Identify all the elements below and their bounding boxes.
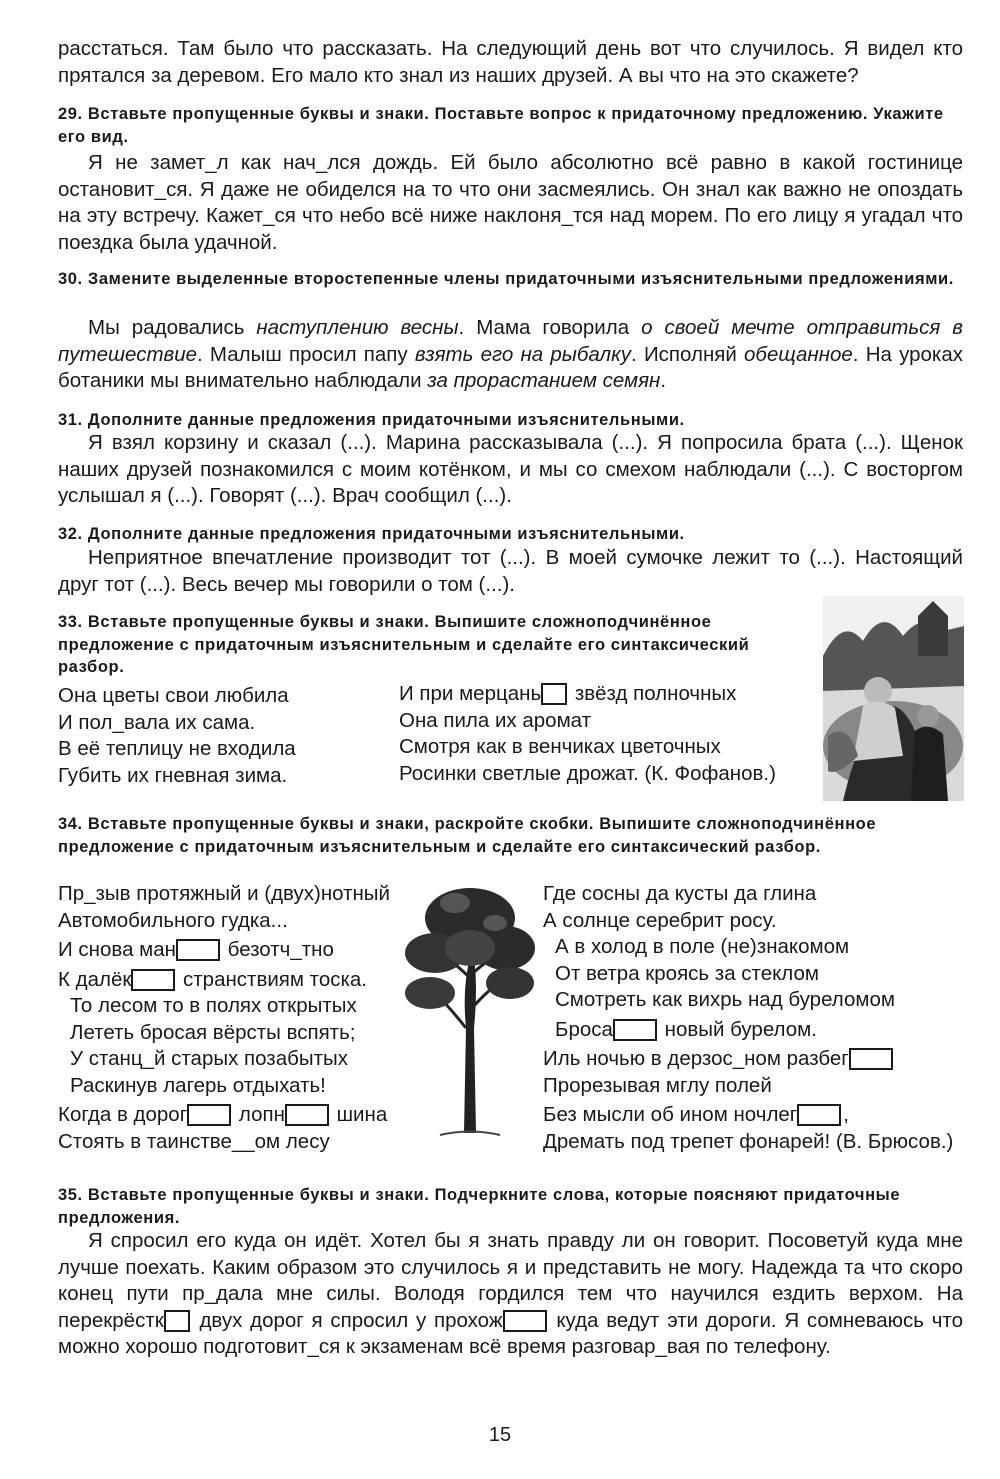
poem-line: От ветра кроясь за стеклом <box>555 961 819 985</box>
ex30-part: . Мама говорила <box>458 316 642 339</box>
exercise-29-body: Я не замет_л как нач_лся дождь. Ей было абсолютно всё равно в какой гостинице остановит_ся. Я даже не обиделся на то что они засмеялись. Он знал как важно не опоздать на эту встречу. Кажет_ся что небо всё ниже наклоня_тся над морем. По его лицу я угадал что поездка была удачной. <box>58 151 963 254</box>
answer-box[interactable] <box>176 939 220 961</box>
exercise-33-poem-right <box>399 681 776 787</box>
poem-line: Она цветы свои любила <box>58 684 289 707</box>
ex30-highlight: о своей мечте отправиться в путешествие <box>58 316 963 366</box>
pine-tree-illustration <box>400 878 540 1140</box>
answer-box[interactable] <box>131 969 175 991</box>
exercise-29-title: 29. Вставьте пропущенные буквы и знаки. Поставьте вопрос к придаточному предложению. Укажите его вид. <box>58 105 944 146</box>
poem-text: шина <box>330 1103 388 1126</box>
poem-line: А солнце серебрит росу. <box>543 908 777 932</box>
answer-box[interactable] <box>613 1019 657 1041</box>
poem-line: У станц_й старых позабытых <box>70 1047 348 1070</box>
ex30-highlight: обещанное <box>744 342 853 366</box>
answer-box[interactable] <box>797 1104 841 1126</box>
poem-line: Смотреть как вихрь над буреломом <box>555 988 895 1011</box>
exercise-31-body: Я взял корзину и сказал (...). Марина рассказывала (...). Я попросила брата (...). Щенок наших друзей познакомился с моим котёнком, и мы со смехом наблюдали (...). С восторгом услышал я (...). Говорят (...). Врач сообщил (...). <box>58 431 963 507</box>
poem-text: безотч_тно <box>221 938 334 961</box>
exercise-31-title: 31. Дополните данные предложения придаточными изъяснительными. <box>58 411 685 429</box>
poem-line: Прорезывая мглу полей <box>543 1073 772 1097</box>
intro-text: расстаться. Там было что рассказать. На следующий день вот что случилось. Я видел кто прятался за деревом. Его мало кто знал из наших друзей. А вы что на это скажете? <box>58 37 963 87</box>
answer-box[interactable] <box>541 683 567 705</box>
poem-line: Автомобильного гудка... <box>58 908 288 932</box>
poem-text: И снова ман <box>58 938 176 961</box>
poem-text: Когда в дорог <box>58 1103 188 1126</box>
poem-text: лопн <box>233 1103 285 1126</box>
poem-line: Она пила их аромат <box>399 708 592 732</box>
exercise-30-text <box>58 315 963 395</box>
ex35-part: куда ведут эти дороги. Я сомневаюсь что можно хорошо подготовит_ся к экзаменам всё время разговар_вая по телефону. <box>58 1308 963 1358</box>
ex30-part: . <box>660 369 667 392</box>
page-number: 15 <box>488 1424 512 1446</box>
answer-box[interactable] <box>503 1310 547 1332</box>
poem-line <box>543 1017 953 1044</box>
poem-line <box>58 967 390 994</box>
ex35-part: Я спросил его куда он идёт. Хотел бы я знать правду ли он говорит. Посоветуй куда мне лучше поехать. Каким образом это случилось я и представить не могу. Надежда та что скоро конец пути пр_дала мне силы. Володя гордился тем что научился ездить верхом. На перекрёстк <box>58 1229 963 1332</box>
poem-line <box>543 1102 953 1129</box>
exercise-32-text <box>58 545 963 598</box>
exercise-32-title: 32. Дополните данные предложения придаточными изъяснительными. <box>58 525 685 543</box>
poem-line: Раскинув лагерь отдыхать! <box>70 1073 326 1097</box>
poem-text: , <box>843 1103 849 1126</box>
poem-line <box>399 681 776 708</box>
poem-line: Дремать под трепет фонарей! (В. Брюсов.) <box>543 1129 954 1153</box>
answer-box[interactable] <box>187 1104 231 1126</box>
exercise-32-body: Неприятное впечатление производит тот (...). В моей сумочке лежит то (...). Настоящий друг тот (...). Весь вечер мы говорили о том (...). <box>58 546 963 596</box>
ex30-part: Мы радовались <box>88 316 257 339</box>
poem-text: звёзд полночных <box>569 682 737 705</box>
ex30-part: . Малыш просил папу <box>197 342 415 366</box>
ex35-part: двух дорог я спросил у прохож <box>191 1308 503 1332</box>
poem-line: Губить их гневная зима. <box>58 763 288 787</box>
poem-text: странствиям тоска. <box>177 967 367 991</box>
poem-line: Смотря как в венчиках цветочных <box>399 735 721 758</box>
answer-box[interactable] <box>285 1104 329 1126</box>
exercise-34-poem-right <box>543 881 953 1155</box>
exercise-35-text <box>58 1228 963 1361</box>
answer-box[interactable] <box>849 1048 893 1070</box>
poem-text: К далёк <box>58 967 132 991</box>
garden-illustration <box>823 596 964 801</box>
poem-text: И при мерцань <box>399 682 542 705</box>
exercise-30-title: 30. Замените выделенные второстепенные члены придаточными изъяснительными предложениями. <box>58 270 954 288</box>
ex30-part: . На уроках ботаники мы внимательно наблюдали <box>58 342 963 392</box>
poem-line: Лететь бросая вёрсты вспять; <box>70 1020 356 1044</box>
poem-line <box>58 937 390 964</box>
exercise-33-poem-left <box>58 683 296 789</box>
poem-text: Броса <box>555 1017 613 1041</box>
poem-line: То лесом то в полях открытых <box>70 994 357 1017</box>
exercise-34-poem-left <box>58 881 390 1155</box>
poem-line: Стоять в таинстве__ом лесу <box>58 1129 330 1153</box>
poem-line <box>58 1102 390 1129</box>
poem-line: Где сосны да кусты да глина <box>543 882 817 905</box>
poem-text: новый бурелом. <box>658 1017 817 1041</box>
ex30-part: . Исполняй <box>631 342 745 366</box>
exercise-31-text <box>58 430 963 510</box>
ex30-highlight: за прорастанием семян <box>427 369 661 392</box>
poem-line <box>543 1046 953 1073</box>
exercise-33-title: 33. Вставьте пропущенные буквы и знаки. Выпишите сложноподчинённое предложение с придаточным изъяснительным и сделайте его синтаксический разбор. <box>58 613 750 676</box>
poem-line: В её теплицу не входила <box>58 737 296 760</box>
poem-line: И пол_вала их сама. <box>58 710 256 734</box>
exercise-29-text <box>58 150 963 256</box>
exercise-34-title: 34. Вставьте пропущенные буквы и знаки, раскройте скобки. Выпишите сложноподчинённое предложение с придаточным изъяснительным и сделайте его синтаксический разбор. <box>58 815 877 856</box>
poem-text: Без мысли об ином ночлег <box>543 1103 798 1126</box>
poem-line: Росинки светлые дрожат. (К. Фофанов.) <box>399 761 776 785</box>
poem-text: Иль ночью в дерзос_ном разбег <box>543 1047 849 1070</box>
ex30-highlight: наступлению весны <box>256 316 459 339</box>
poem-line: Пр_зыв протяжный и (двух)нотный <box>58 882 390 905</box>
exercise-35-title: 35. Вставьте пропущенные буквы и знаки. Подчеркните слова, которые поясняют придаточные предложения. <box>58 1186 901 1227</box>
poem-line: А в холод в поле (не)знакомом <box>555 935 850 958</box>
answer-box[interactable] <box>164 1310 190 1332</box>
ex30-highlight: взять его на рыбалку <box>414 342 632 366</box>
